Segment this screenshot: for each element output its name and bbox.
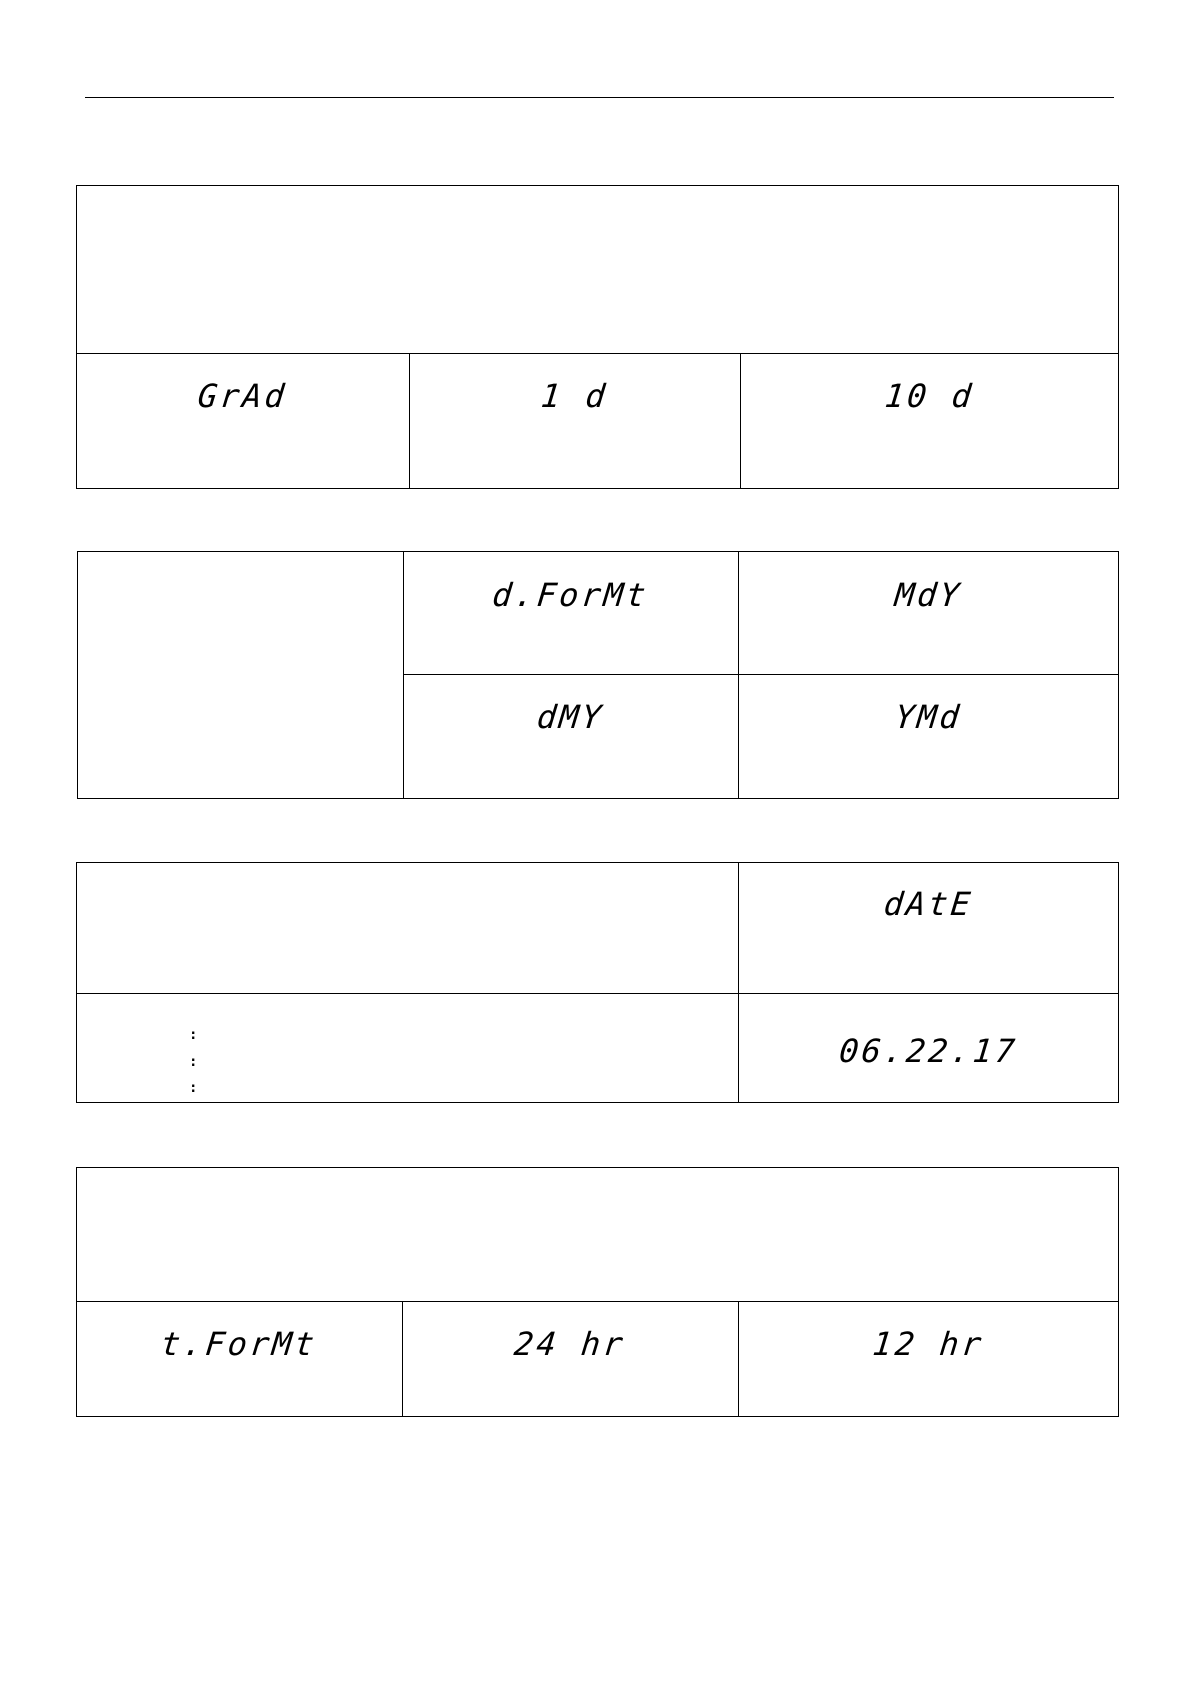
gradation-option-1d: 1 d bbox=[539, 377, 610, 415]
date-row-divider bbox=[76, 993, 1119, 994]
gradation-divider bbox=[76, 353, 1119, 354]
date-format-row-divider bbox=[403, 674, 1119, 675]
date-format-display: d.ForMt bbox=[490, 576, 651, 614]
gradation-col-divider-1 bbox=[409, 353, 410, 489]
time-format-display: t.ForMt bbox=[159, 1325, 319, 1363]
time-format-option-24hr: 24 hr bbox=[512, 1325, 628, 1363]
date-format-option-mdy: MdY bbox=[893, 576, 964, 614]
gradation-display: GrAd bbox=[195, 377, 290, 415]
date-value: 06.22.17 bbox=[837, 1032, 1020, 1070]
time-format-table bbox=[76, 1167, 1119, 1417]
date-separator-3: : bbox=[189, 1080, 198, 1096]
gradation-option-10d: 10 d bbox=[882, 377, 977, 415]
time-format-option-12hr: 12 hr bbox=[870, 1325, 987, 1363]
date-separator-1: : bbox=[189, 1027, 198, 1043]
date-format-option-dmy: dMY bbox=[535, 698, 606, 736]
gradation-col-divider-2 bbox=[740, 353, 741, 489]
date-separator-2: : bbox=[189, 1054, 198, 1070]
date-format-option-ymd: YMd bbox=[893, 698, 964, 736]
time-format-divider bbox=[76, 1301, 1119, 1302]
header-rule bbox=[85, 97, 1114, 98]
gradation-table bbox=[76, 185, 1119, 489]
date-display: dAtE bbox=[881, 885, 976, 923]
